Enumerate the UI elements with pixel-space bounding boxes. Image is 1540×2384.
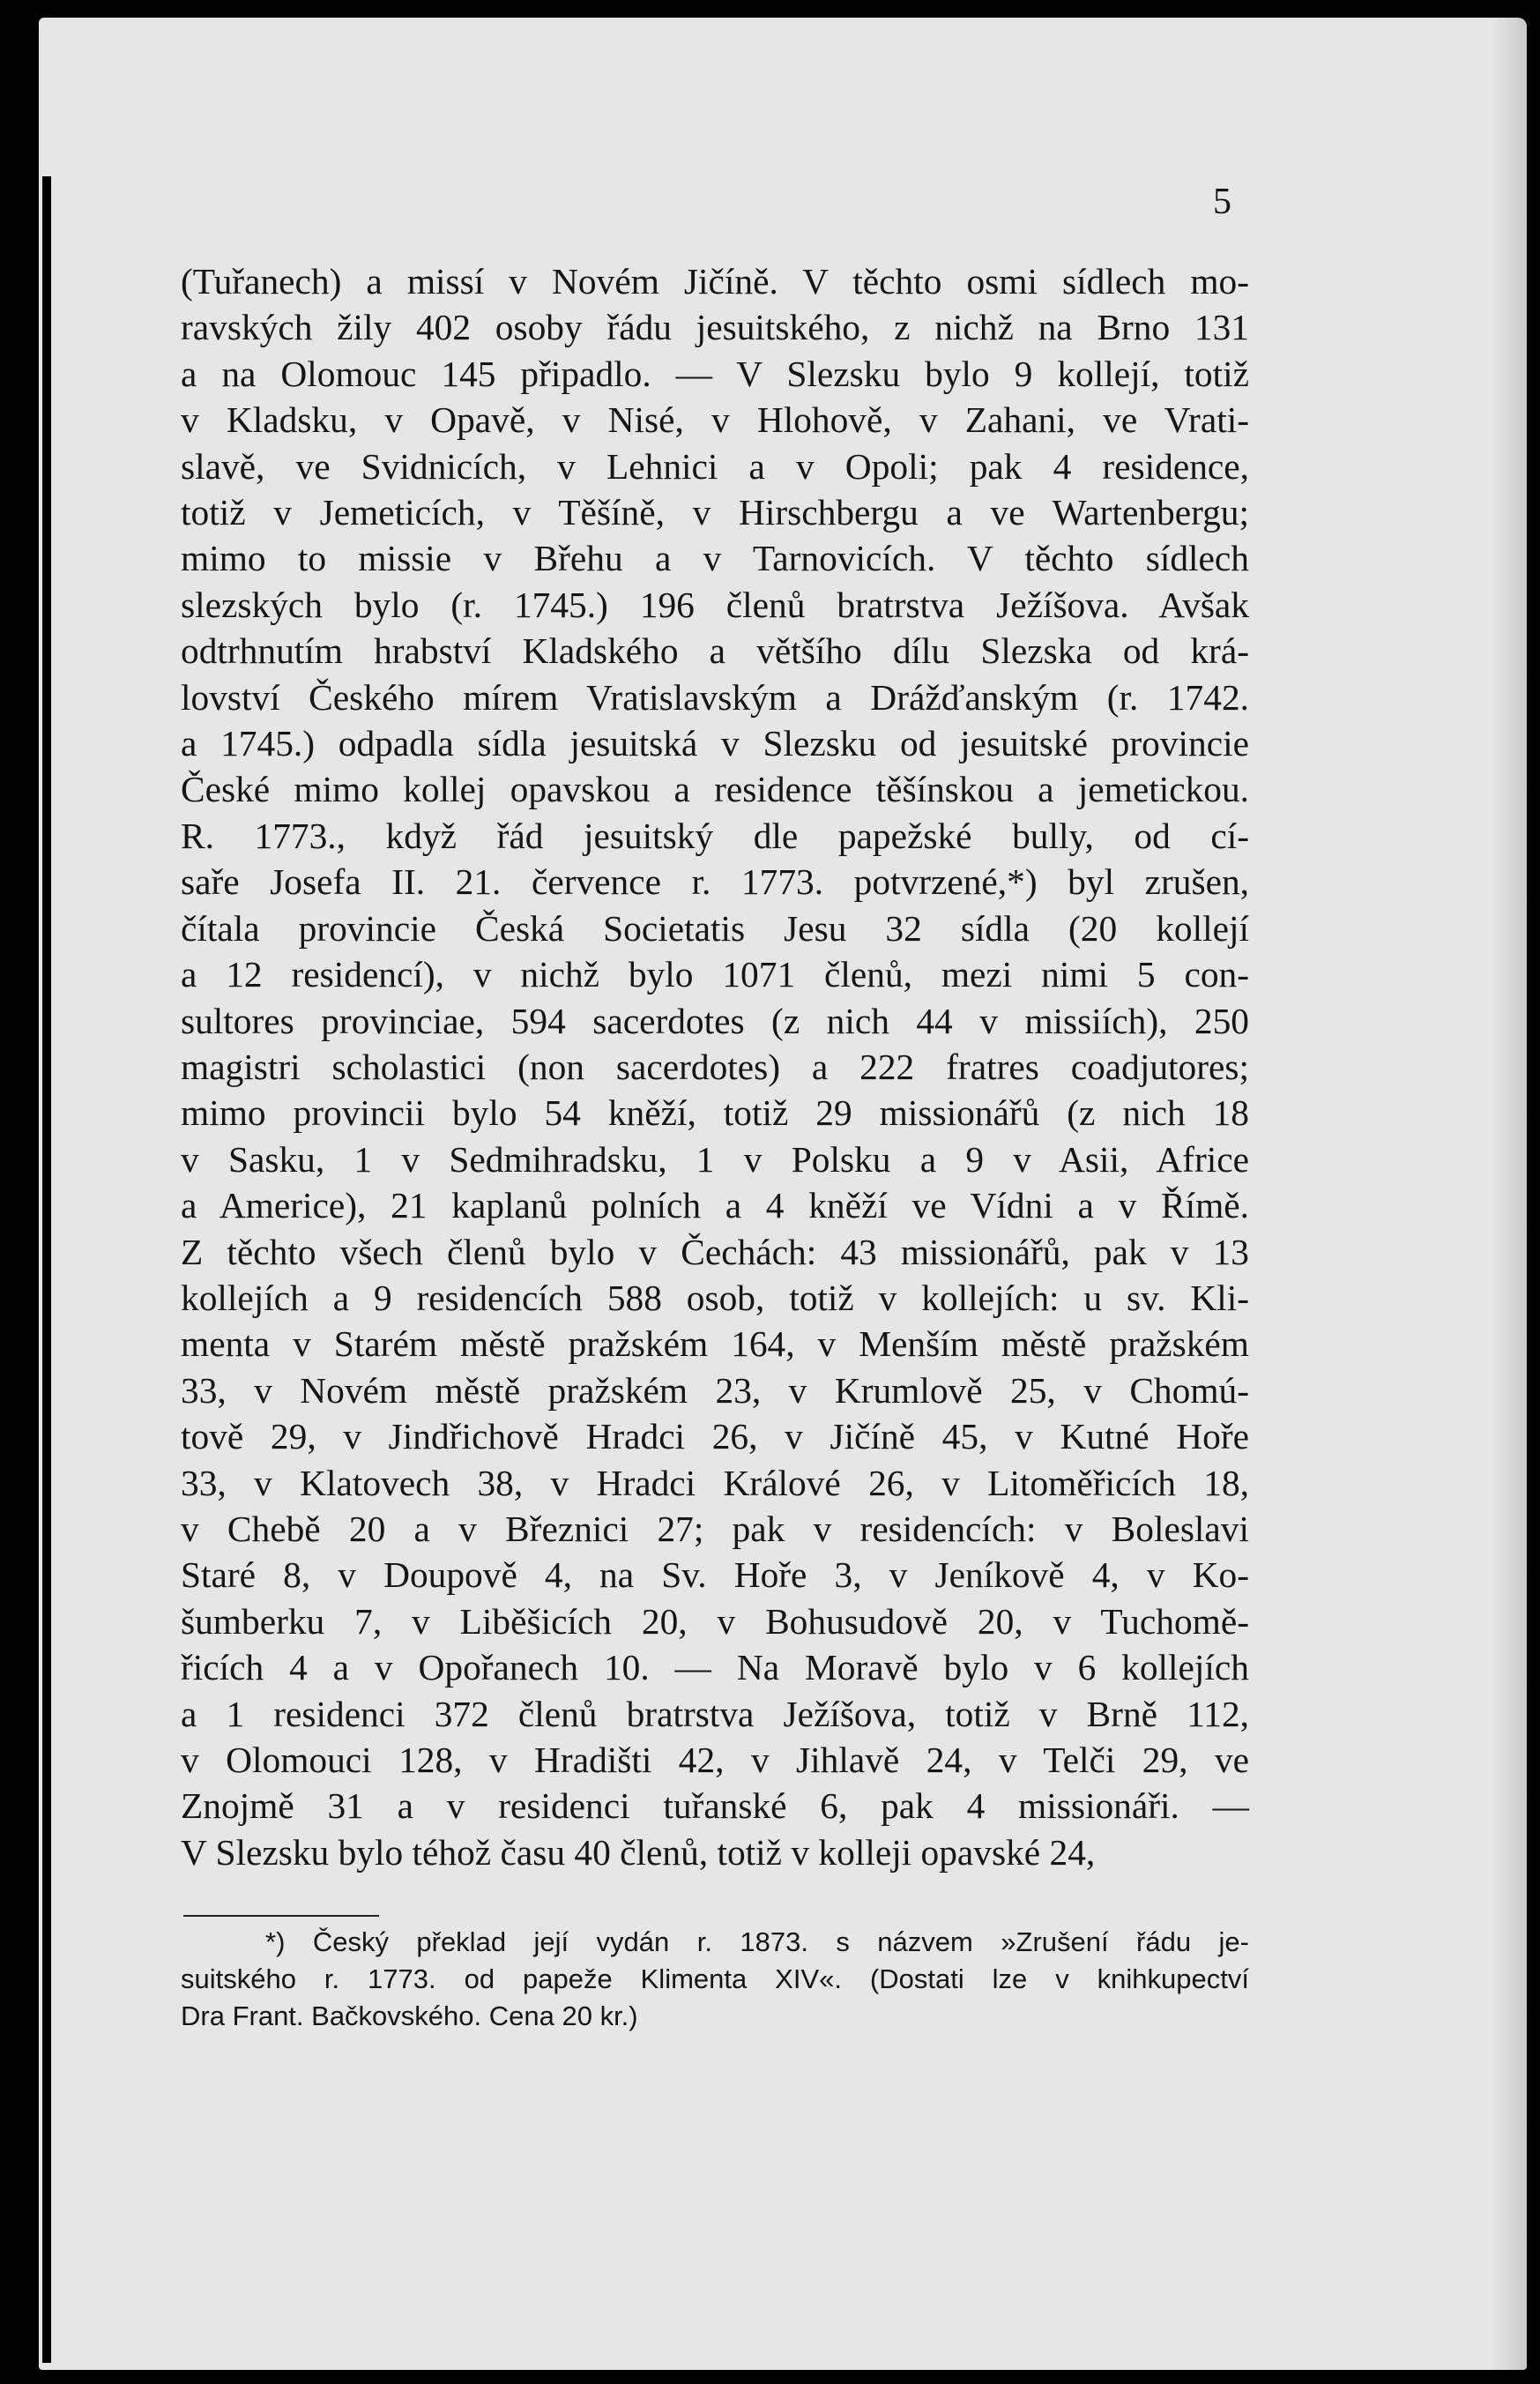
text-line: čítala provincie Česká Societatis Jesu 32 sídla (20 kollejí — [181, 907, 1249, 949]
text-line: V Slezsku bylo téhož času 40 členů, totiž v kolleji opavské 24, — [181, 1831, 1096, 1873]
text-line: České mimo kollej opavskou a residence těšínskou a jemetickou. — [181, 769, 1249, 810]
text-line: v Sasku, 1 v Sedmihradsku, 1 v Polsku a 9 v Asii, Africe — [181, 1138, 1249, 1180]
text-line: šumberku 7, v Liběšicích 20, v Bohusudově 20, v Tuchomě- — [181, 1600, 1249, 1642]
text-line: Znojmě 31 a v residenci tuřanské 6, pak 4 missionáři. — — [181, 1785, 1249, 1827]
footnote-line: Dra Frant. Bačkovského. Cena 20 kr.) — [181, 2000, 638, 2031]
text-line: ravských žily 402 osoby řádu jesuitského, z nichž na Brno 131 — [181, 307, 1249, 348]
text-line: (Tuřanech) a missí v Novém Jičíně. V těchto osmi sídlech mo- — [181, 261, 1249, 302]
text-line: saře Josefa II. 21. července r. 1773. potvrzené,*) byl zrušen, — [181, 861, 1249, 903]
left-margin-rule — [42, 176, 51, 2363]
text-line: a Americe), 21 kaplanů polních a 4 kněží ve Vídni a v Římě. — [181, 1185, 1249, 1226]
text-line: a na Olomouc 145 připadlo. — V Slezsku bylo 9 kollejí, totiž — [181, 353, 1249, 394]
text-line: v Chebě 20 a v Březnici 27; pak v residencích: v Boleslavi — [181, 1508, 1249, 1549]
text-line: Z těchto všech členů bylo v Čechách: 43 missionářů, pak v 13 — [181, 1231, 1249, 1272]
footnote-line: *) Český překlad její vydán r. 1873. s názvem »Zrušení řádu je- — [265, 1926, 1249, 1957]
text-line: totiž v Jemeticích, v Těšíně, v Hirschbergu a ve Wartenbergu; — [181, 492, 1249, 533]
text-line: a 1745.) odpadla sídla jesuitská v Slezsku od jesuitské provincie — [181, 723, 1249, 764]
text-line: v Olomouci 128, v Hradišti 42, v Jihlavě 24, v Telči 29, ve — [181, 1740, 1249, 1780]
text-line: tově 29, v Jindřichově Hradci 26, v Jičíně 45, v Kutné Hoře — [181, 1416, 1249, 1457]
text-line: Staré 8, v Doupově 4, na Sv. Hoře 3, v Jeníkově 4, v Ko- — [181, 1554, 1249, 1596]
text-line: mimo to missie v Břehu a v Tarnovicích. V těchto sídlech — [181, 538, 1249, 579]
text-line: 33, v Novém městě pražském 23, v Krumlově 25, v Chomú- — [181, 1369, 1249, 1411]
paper-edge-shadow — [1492, 18, 1527, 2370]
text-line: mimo provincii bylo 54 kněží, totiž 29 missionářů (z nich 18 — [181, 1092, 1249, 1134]
footnote — [181, 1924, 1249, 2035]
text-line: menta v Starém městě pražském 164, v Menším městě pražském — [181, 1323, 1249, 1365]
text-line: 33, v Klatovech 38, v Hradci Králové 26, v Litoměřicích 18, — [181, 1462, 1249, 1503]
text-line: v Kladsku, v Opavě, v Nisé, v Hlohově, v Zahani, ve Vrati- — [181, 399, 1249, 441]
footnote-divider — [183, 1915, 379, 1917]
text-line: odtrhnutím hrabství Kladského a většího dílu Slezska od krá- — [181, 630, 1249, 672]
text-line: sultores provinciae, 594 sacerdotes (z nich 44 v missiích), 250 — [181, 1000, 1249, 1041]
text-line: a 12 residencí), v nichž bylo 1071 členů, mezi nimi 5 con- — [181, 954, 1249, 995]
footnote-line: suitského r. 1773. od papeže Klimenta XIV«. (Dostati lze v knihkupectví — [181, 1963, 1249, 1994]
text-line: slezských bylo (r. 1745.) 196 členů bratrstva Ježíšova. Avšak — [181, 584, 1249, 625]
binding-edge-line — [0, 0, 7, 2384]
body-text — [181, 258, 1249, 1875]
text-line: magistri scholastici (non sacerdotes) a 222 fratres coadjutores; — [181, 1046, 1249, 1087]
text-line: kollejích a 9 residencích 588 osob, totiž v kollejích: u sv. Kli- — [181, 1277, 1249, 1318]
text-line: slavě, ve Svidnicích, v Lehnici a v Opoli; pak 4 residence, — [181, 445, 1249, 487]
page-number: 5 — [1213, 182, 1231, 222]
text-line: lovství Českého mírem Vratislavským a Drážďanským (r. 1742. — [181, 676, 1249, 718]
text-line: R. 1773., když řád jesuitský dle papežské bully, od cí- — [181, 815, 1249, 856]
text-line: a 1 residenci 372 členů bratrstva Ježíšova, totiž v Brně 112, — [181, 1693, 1249, 1734]
text-line: řicích 4 a v Opořanech 10. — Na Moravě bylo v 6 kollejích — [181, 1647, 1249, 1688]
